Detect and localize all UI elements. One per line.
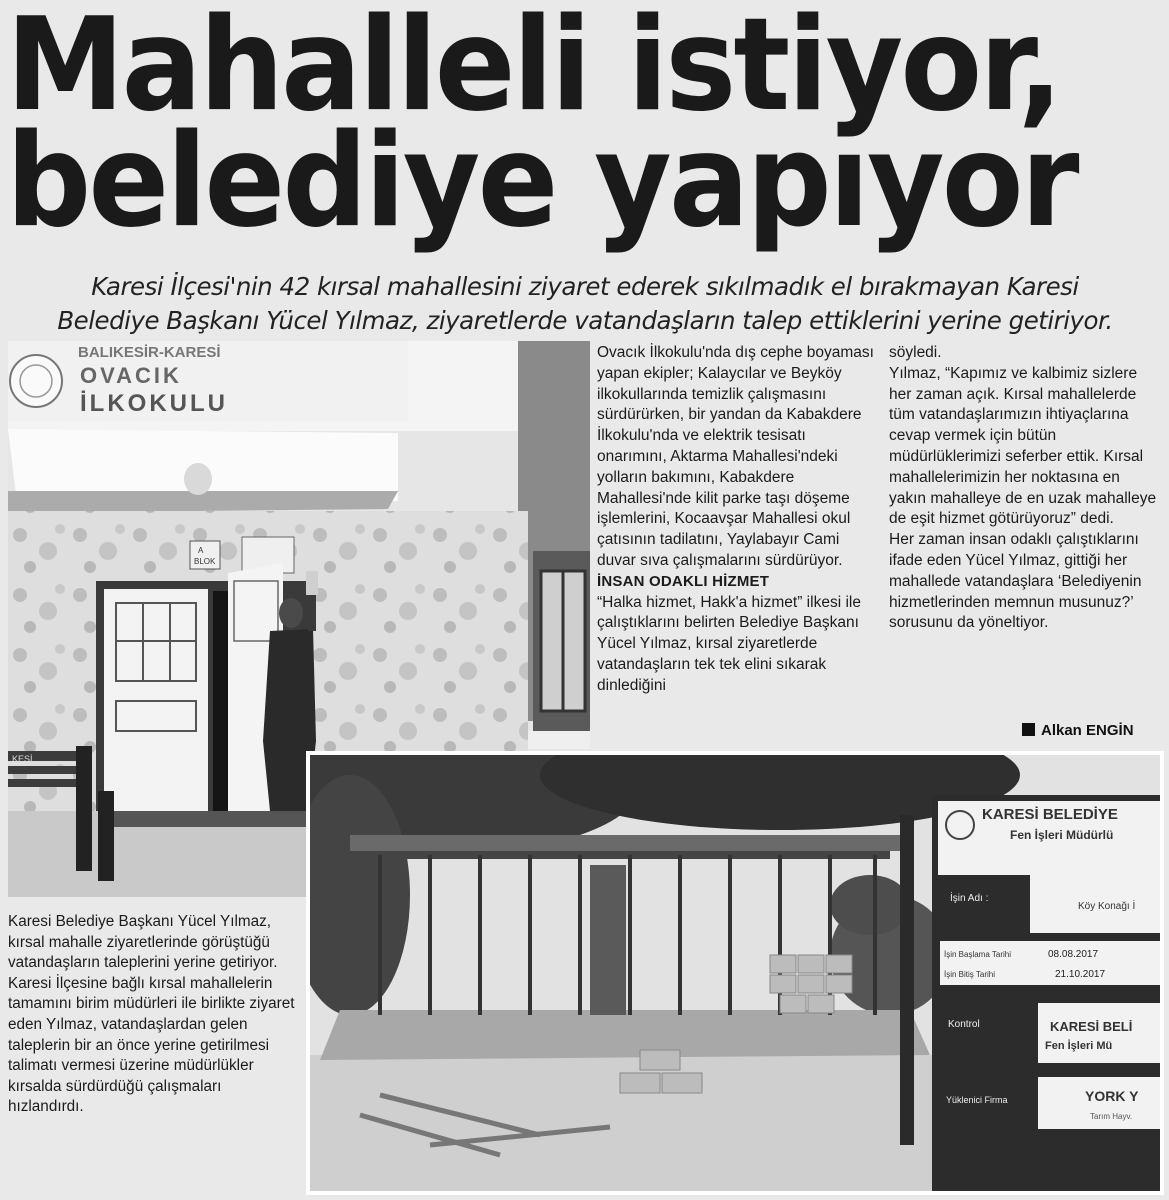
construction-photo <box>306 751 1164 1195</box>
board-row5-value-2: Tarım Hayv. <box>1090 1112 1133 1121</box>
article-subheading: İNSAN ODAKLI HİZMET <box>597 572 770 590</box>
board-row2-value: 08.08.2017 <box>1048 949 1099 960</box>
article-paragraph: söyledi. <box>889 344 942 361</box>
article-paragraph: “Halka hizmet, Hakk'a hizmet” ilkesi ile çalıştıklarını belirten Belediye Başkanı Yücel Yılmaz, kırsal ziyaretlerde vatandaşların tek tek elini sıkarak dinlediğini <box>597 593 861 694</box>
article-paragraph: Ovacık İlkokulu'nda dış cephe boyaması yapan ekipler; Kalaycılar ve Beyköy ilkokullarında temizlik çalışmasını sürdürürken, bir yandan da Kabakdere İlkokulu'nda ve elektrik tesisatı onarımını, Aktarma Mahallesi'ndeki yolların bakımını, Kabakdere Mahallesi'nde kilit parke taşı döşeme işlemlerini, Kocaavşar Mahallesi okul çatısının tadilatını, Yaylabayır Cami duvar sıva çalışmalarını sürdürüyor. <box>597 344 874 569</box>
board-row4-label: Kontrol <box>948 1019 980 1030</box>
byline <box>1022 722 1167 739</box>
byline-first-name: Alkan <box>1041 722 1087 739</box>
door-sign-block: BLOK <box>194 557 216 566</box>
article-paragraph: Her zaman insan odaklı çalıştıklarını ifade eden Yücel Yılmaz, gittiği her mahallede vatandaşlara ‘Belediyenin hizmetlerinden memnun musunuz?’ sorusunu da yöneltiyor. <box>889 531 1142 632</box>
board-row5-value-1: YORK Y <box>1085 1088 1139 1104</box>
school-sign-region: BALIKESİR-KARESİ <box>78 344 221 361</box>
board-title: KARESİ BELEDİYE <box>982 806 1118 823</box>
headline-line-2: belediye yapıyor <box>6 107 1077 256</box>
board-row5-label: Yüklenici Firma <box>946 1095 1008 1105</box>
article-paragraph: Yılmaz, “Kapımız ve kalbimiz sizlere her zaman açık. Kırsal mahallelerde tüm vatandaşlarımızın ihtiyaçlarına cevap vermek için bütün müdürlüklerimizi seferber ettik. Kırsal mahallelerimizin her noktasına en yakın mahalleye de en uzak mahalleye de eşit hizmet götürüyoruz” dedi. <box>889 364 1157 528</box>
construction-photo-illustration <box>310 755 1160 1191</box>
deck-line-1: Karesi İlçesi'nin 42 kırsal mahallesini ziyaret ederek sıkılmadık el bırakmayan Karesi <box>91 272 1079 301</box>
board-row4-value-1: KARESİ BELİ <box>1050 1019 1133 1034</box>
bench-text: KESİ <box>12 754 33 764</box>
board-row3-value: 21.10.2017 <box>1055 969 1106 980</box>
school-sign-school: İLKOKULU <box>80 390 228 417</box>
byline-last-name: ENGİN <box>1086 722 1134 739</box>
caption-text: Karesi Belediye Başkanı Yücel Yılmaz, kırsal mahalle ziyaretlerinde görüştüğü vatandaşların taleplerini yerine getiriyor. Karesi İlçesine bağlı kırsal mahallelerin tamamını birim müdürleri ile birlikte ziyaret eden Yılmaz, vatandaşlardan gelen taleplerin bir an önce yerine getirilmesi talimatı vermesi üzerine müdürlükler kırsalda sürdürdüğü çalışmaları hızlandırdı. <box>8 913 295 1116</box>
photo-caption <box>8 912 298 1118</box>
headline-line-1: Mahalleli istiyor, <box>6 0 1061 140</box>
article-column-right <box>889 343 1161 634</box>
deck-line-2: Belediye Başkanı Yücel Yılmaz, ziyaretlerde vatandaşların talep ettiklerini yerine getiriyor. <box>57 306 1113 335</box>
board-row3-label: İşin Bitiş Tarihi <box>944 970 995 979</box>
board-row4-value-2: Fen İşleri Mü <box>1045 1040 1113 1052</box>
board-row2-label: İşin Başlama Tarihi <box>944 950 1011 959</box>
door-sign-letter: A <box>198 546 204 555</box>
board-row1-value: Köy Konağı İ <box>1078 901 1136 912</box>
board-title-2: Fen İşleri Müdürlü <box>1010 828 1114 842</box>
deck-subtitle <box>10 270 1160 338</box>
school-sign-village: OVACIK <box>80 363 182 388</box>
board-row1-label: İşin Adı : <box>950 893 989 904</box>
article-column-middle <box>597 343 879 697</box>
byline-square-icon <box>1022 723 1035 736</box>
